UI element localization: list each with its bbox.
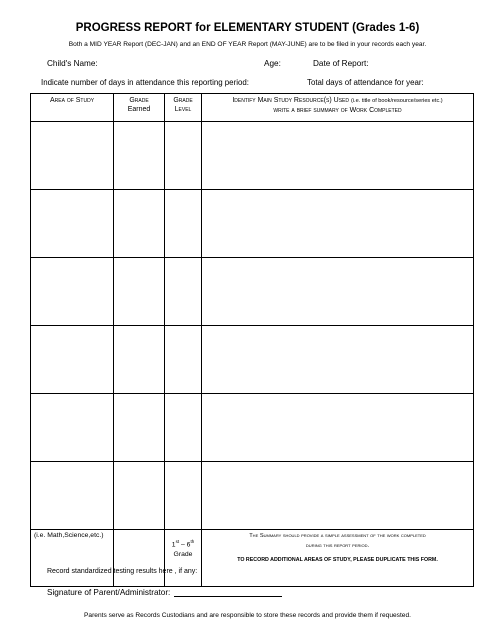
header-grade-level [165, 94, 202, 122]
table-row [31, 326, 474, 394]
summary-note-line1: The Summary should provide a simple assessment of the work completed [249, 533, 426, 539]
header-grade-earned-line2: Earned [127, 106, 151, 113]
grade-earned-cell[interactable] [114, 122, 165, 190]
header-grade-level-line2: Level [174, 106, 192, 113]
table-row [31, 258, 474, 326]
grade-earned-cell[interactable] [114, 190, 165, 258]
table-row [31, 394, 474, 462]
custodian-footer: Parents serve as Records Custodians and are responsible to store these records and provide them if requested. [84, 612, 411, 619]
summary-note-line2: during this report period. [305, 543, 370, 549]
grade-level-cell[interactable] [165, 190, 202, 258]
area-cell[interactable] [31, 258, 114, 326]
area-cell[interactable] [31, 394, 114, 462]
page-subtitle: Both a MID YEAR Report (DEC-JAN) and an END OF YEAR Report (MAY-JUNE) are to be filed in your records each year. [68, 41, 427, 48]
resources-cell[interactable] [202, 190, 474, 258]
grade-level-cell[interactable] [165, 122, 202, 190]
grade-earned-cell[interactable] [114, 462, 165, 530]
grade-level-cell[interactable] [165, 258, 202, 326]
attendance-total-label: Total days of attendance for year: [307, 78, 424, 87]
header-resources-line2: write a brief summary of Work Completed [273, 107, 402, 114]
header-area-of-study [31, 94, 114, 122]
attendance-period-label: Indicate number of days in attendance this reporting period: [41, 78, 249, 87]
grade-level-cell[interactable] [165, 394, 202, 462]
header-resources-note: (i.e. title of book/resource/series etc.) [350, 98, 443, 104]
signature-row [47, 587, 282, 597]
table-row [31, 462, 474, 530]
grade-earned-cell[interactable] [114, 326, 165, 394]
signature-label: Signature of Parent/Administrator: [47, 588, 171, 597]
grade-earned-cell[interactable] [114, 258, 165, 326]
grade-level-cell[interactable] [165, 326, 202, 394]
header-resources [202, 94, 474, 122]
table-footer-row [31, 530, 474, 587]
progress-table [30, 93, 474, 587]
signature-line[interactable] [174, 587, 282, 597]
child-name-label: Child's Name: [47, 59, 98, 68]
footer-grade-earned-cell [114, 530, 165, 587]
resources-cell[interactable] [202, 462, 474, 530]
area-cell[interactable] [31, 462, 114, 530]
grade-range-end: – 6 [179, 541, 191, 549]
table-header-row [31, 94, 474, 122]
grade-earned-cell[interactable] [114, 394, 165, 462]
footer-summary-note [202, 530, 474, 587]
resources-cell[interactable] [202, 326, 474, 394]
footer-area-example: (i.e. Math,Science,etc.) [31, 530, 114, 587]
resources-cell[interactable] [202, 122, 474, 190]
resources-cell[interactable] [202, 394, 474, 462]
grade-range-start: 1 [171, 541, 176, 549]
date-of-report-label: Date of Report: [313, 59, 369, 68]
area-cell[interactable] [31, 326, 114, 394]
header-grade-earned [114, 94, 165, 122]
duplicate-form-note: TO RECORD ADDITIONAL AREAS OF STUDY, PLEASE DUPLICATE THIS FORM. [237, 557, 438, 563]
table-row [31, 122, 474, 190]
page-title: PROGRESS REPORT for ELEMENTARY STUDENT (Grades 1-6) [75, 22, 420, 34]
grade-range-word: Grade [173, 551, 193, 559]
grade-level-cell[interactable] [165, 462, 202, 530]
resources-cell[interactable] [202, 258, 474, 326]
grade-range-th: th [190, 539, 195, 544]
area-cell[interactable] [31, 122, 114, 190]
footer-grade-range [165, 530, 202, 587]
header-grade-earned-line1: Grade [129, 97, 149, 104]
grade-range-st: st [175, 539, 180, 544]
table-row [31, 190, 474, 258]
testing-results-label: Record standardized testing results here , if any: [47, 568, 198, 575]
header-grade-level-line1: Grade [173, 97, 193, 104]
header-resources-line1: Identify Main Study Resource(s) Used [232, 97, 349, 104]
area-cell[interactable] [31, 190, 114, 258]
header-area-label: Area of Study [49, 97, 95, 104]
age-label: Age: [264, 59, 281, 68]
